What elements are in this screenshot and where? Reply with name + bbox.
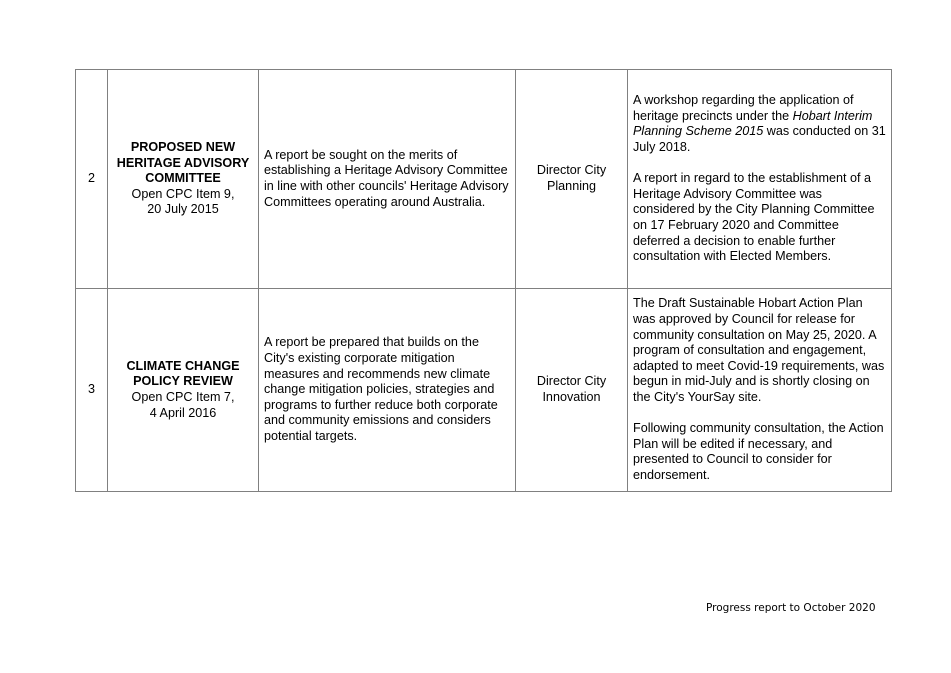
status-cell [628,70,892,289]
item-number: 3 [76,289,108,492]
item-date: 4 April 2016 [149,405,217,420]
resolution-text: A report be prepared that builds on the City's existing corporate mitigation measures and recommends new climate change mitigation policies, strategies and programs to further reduce both corporate and community emissions and considers potential targets. [259,289,516,492]
item-date: 20 July 2015 [147,202,219,217]
status-cell [628,289,892,492]
item-cell [108,289,259,492]
status-paragraph [633,93,886,155]
item-cell [108,70,259,289]
status-paragraph: A report in regard to the establishment of a Heritage Advisory Committee was considered by the City Planning Committee on 17 February 2020 and Committee deferred a decision to enable further consultation with Elected Members. [633,171,875,264]
responsibility: Director City Innovation [516,289,628,492]
resolutions-table [75,69,892,492]
item-reference: Open CPC Item 7, [131,390,235,404]
status-paragraph: The Draft Sustainable Hobart Action Plan was approved by Council for release for community consultation on May 25, 2020. A program of consultation and engagement, adapted to meet Covid-19 requirements, was begun in mid-July and is shortly closing on the City's YourSay site. [633,296,885,404]
item-number: 2 [76,70,108,289]
item-title: PROPOSED NEW HERITAGE ADVISORY COMMITTEE [116,140,250,186]
page-footer: Progress report to October 2020 [706,602,876,614]
table-row [76,70,892,289]
status-paragraph: Following community consultation, the Action Plan will be edited if necessary, and presented to Council to consider for endorsement. [633,421,884,482]
responsibility: Director City Planning [516,70,628,289]
status-text: was conducted on 31 July 2018. [633,124,886,155]
status-text: A workshop regarding the application of heritage precincts under the [633,93,854,123]
item-title: CLIMATE CHANGE POLICY REVIEW [126,358,240,389]
table-row [76,289,892,492]
item-reference: Open CPC Item 9, [131,186,235,201]
scheme-name: Hobart Interim Planning Scheme 2015 [633,108,873,139]
resolution-text: A report be sought on the merits of establishing a Heritage Advisory Committee in line with other councils' Heritage Advisory Committees operating around Australia. [259,70,516,289]
